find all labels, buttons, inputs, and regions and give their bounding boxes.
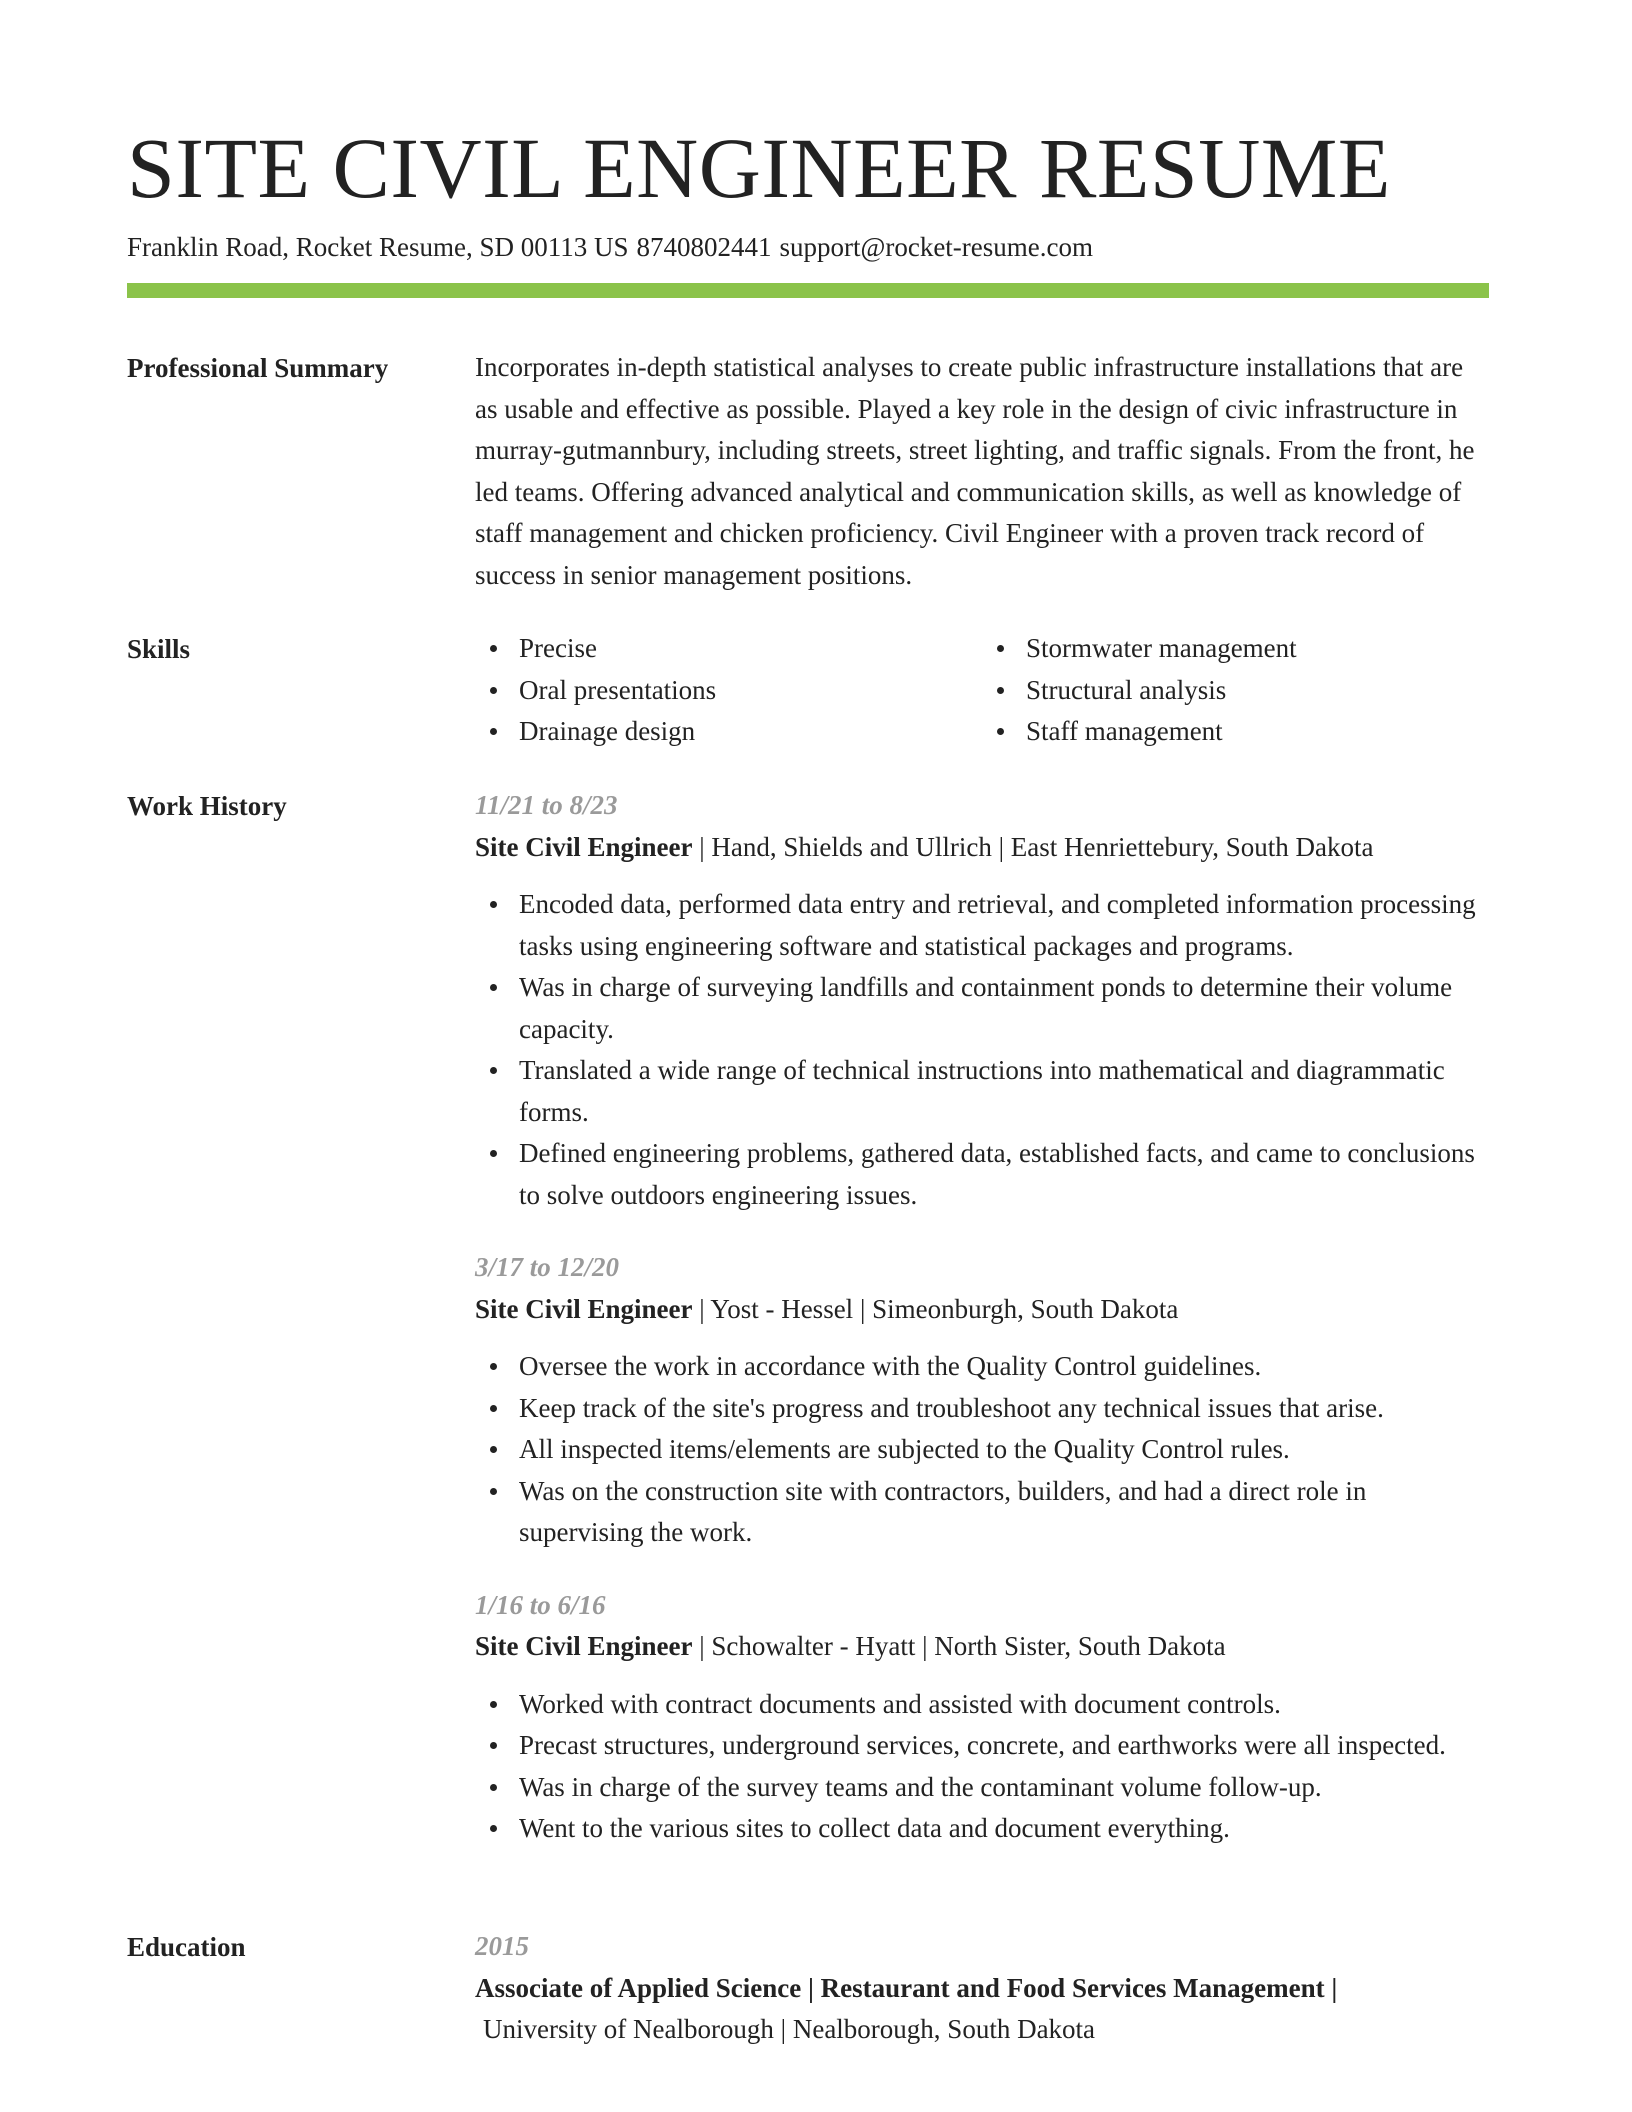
summary-text: Incorporates in-depth statistical analyses to create public infrastructure installations that are as usable and effective as possible. Played a key role in the design of civic infrastructure in murray-gutmannbury, including streets, street lighting, and traffic signals. From the front, he led teams. Offering advanced analytical and communication skills, as well as knowledge of staff management and chicken proficiency. Civil Engineer with a proven track record of success in senior management positions. <box>475 352 1475 590</box>
contact-email: support@rocket-resume.com <box>779 232 1094 262</box>
job-dates: 1/16 to 6/16 <box>475 1589 606 1620</box>
job-bullet: Precast structures, underground services, concrete, and earthworks were all inspected. <box>519 1725 1489 1767</box>
job-bullet: Was on the construction site with contractors, builders, and had a direct role in supervising the work. <box>519 1471 1489 1554</box>
education-school: University of Nealborough | Nealborough, South Dakota <box>483 2014 1096 2044</box>
section-label-education: Education <box>127 1932 246 1962</box>
job-bullet: All inspected items/elements are subjected to the Quality Control rules. <box>519 1429 1489 1471</box>
job-bullets <box>475 1684 1489 1850</box>
job-heading <box>475 1626 1489 1668</box>
job-title: Site Civil Engineer <box>475 1631 693 1661</box>
skill-item: Structural analysis <box>1026 670 1489 712</box>
job-bullet: Defined engineering problems, gathered data, established facts, and came to conclusions to solve outdoors engineering issues. <box>519 1133 1489 1216</box>
education-year: 2015 <box>475 1931 529 1961</box>
contact-address: Franklin Road, Rocket Resume, SD 00113 US <box>127 232 629 262</box>
job-bullet: Was in charge of the survey teams and the contaminant volume follow-up. <box>519 1767 1489 1809</box>
job-heading <box>475 827 1489 869</box>
section-label-summary: Professional Summary <box>127 353 389 383</box>
job-company: Schowalter - Hyatt <box>711 1631 916 1661</box>
job-separator: | <box>991 831 1011 862</box>
job-bullet: Went to the various sites to collect data and document everything. <box>519 1808 1489 1850</box>
contact-line <box>127 230 1101 264</box>
job-bullet: Encoded data, performed data entry and retrieval, and completed information processing tasks using engineering software and statistical packages and programs. <box>519 884 1489 967</box>
job-bullet: Oversee the work in accordance with the Quality Control guidelines. <box>519 1346 1489 1388</box>
contact-phone: 8740802441 <box>636 232 772 262</box>
job-bullets <box>475 1346 1489 1554</box>
skills-column-left <box>475 628 982 753</box>
job-location: North Sister, South Dakota <box>934 1631 1226 1661</box>
job-bullets <box>475 884 1489 1216</box>
skill-item: Drainage design <box>519 711 982 753</box>
job-title: Site Civil Engineer <box>475 1293 693 1324</box>
section-body-work-history <box>475 785 1489 1850</box>
job-company: Hand, Shields and Ullrich <box>711 831 992 862</box>
education-degree: Associate of Applied Science | Restaurant and Food Services Management | <box>475 1972 1338 2003</box>
job-location: East Henriettebury, South Dakota <box>1010 831 1374 862</box>
job-separator: | <box>853 1293 873 1324</box>
section-label-skills: Skills <box>127 634 191 664</box>
job-dates: 3/17 to 12/20 <box>475 1252 620 1282</box>
job-separator: | <box>692 831 712 862</box>
job-bullet: Translated a wide range of technical instructions into mathematical and diagrammatic forms. <box>519 1050 1489 1133</box>
section-body-summary <box>475 347 1489 596</box>
section-label-work-history: Work History <box>127 791 287 821</box>
job-entry <box>475 785 1489 1216</box>
job-bullet: Was in charge of surveying landfills and containment ponds to determine their volume capacity. <box>519 967 1489 1050</box>
job-dates: 11/21 to 8/23 <box>475 790 618 820</box>
job-separator: | <box>692 1293 711 1324</box>
resume-title: SITE CIVIL ENGINEER RESUME <box>127 120 1391 216</box>
job-separator: | <box>692 1631 712 1661</box>
job-bullet: Keep track of the site's progress and troubleshoot any technical issues that arise. <box>519 1388 1489 1430</box>
job-heading <box>475 1289 1489 1331</box>
accent-divider <box>127 283 1489 298</box>
section-body-education <box>475 1926 1489 2051</box>
skills-grid <box>475 628 1489 753</box>
skill-item: Staff management <box>1026 711 1489 753</box>
job-separator: | <box>915 1631 935 1661</box>
job-entry <box>475 1585 1489 1850</box>
skill-item: Precise <box>519 628 982 670</box>
job-location: Simeonburgh, South Dakota <box>872 1293 1179 1324</box>
skill-item: Stormwater management <box>1026 628 1489 670</box>
skill-item: Oral presentations <box>519 670 982 712</box>
section-body-skills <box>475 628 1489 753</box>
job-entry <box>475 1247 1489 1554</box>
skills-column-right <box>982 628 1489 753</box>
job-title: Site Civil Engineer <box>475 831 693 862</box>
job-bullet: Worked with contract documents and assisted with document controls. <box>519 1684 1489 1726</box>
job-company: Yost - Hessel <box>710 1293 854 1324</box>
